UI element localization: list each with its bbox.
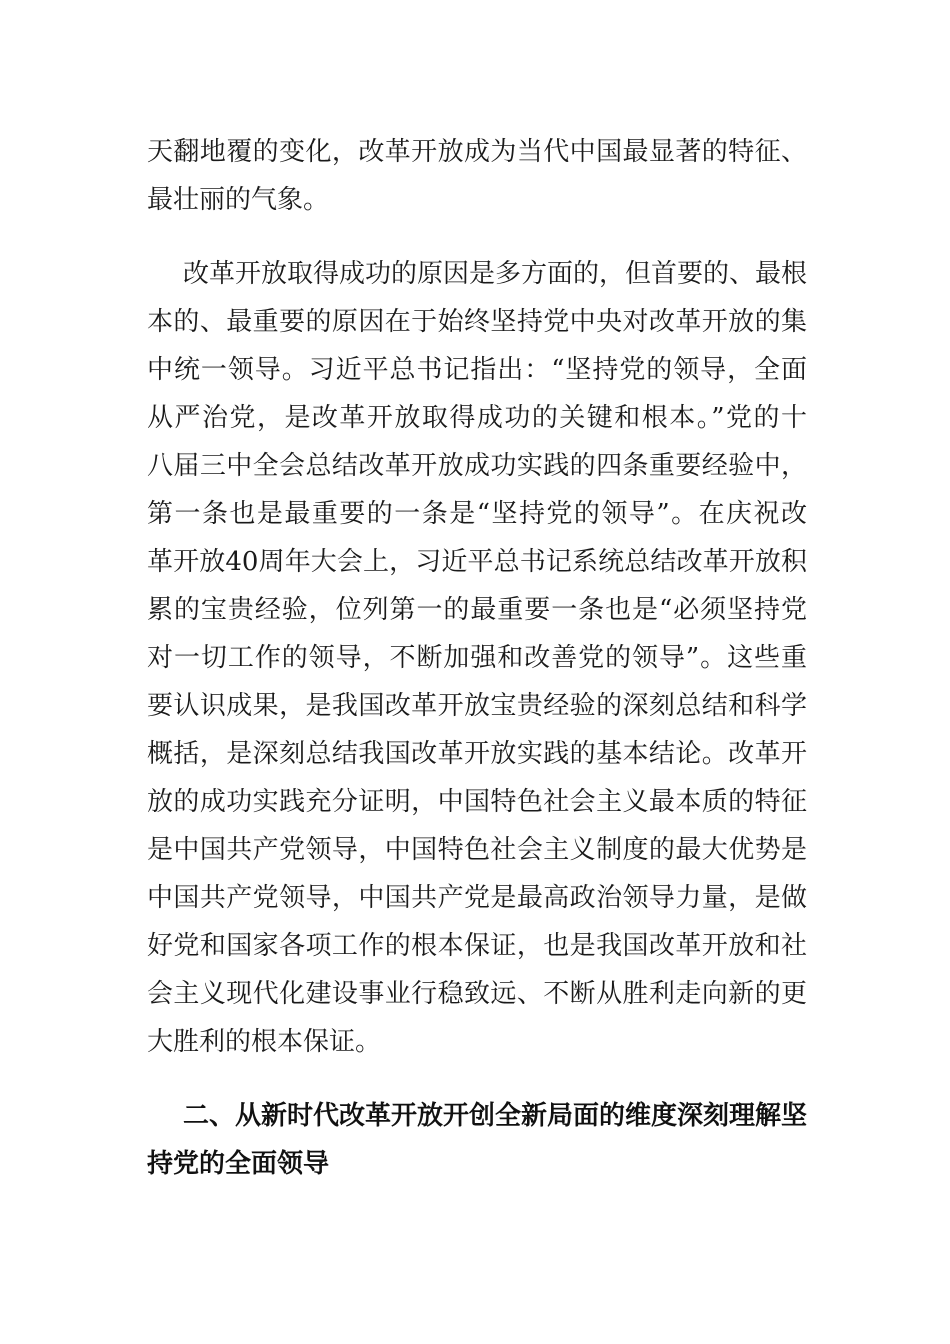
heading-line: 二、从新时代改革开放开创全新局面的维度深刻理解坚: [183, 1101, 808, 1131]
text-line: 放的成功实践充分证明，中国特色社会主义最本质的特征: [147, 787, 807, 817]
text-line: 累的宝贵经验，位列第一的最重要一条也是“必须坚持党: [147, 595, 807, 625]
text-line: 第一条也是最重要的一条是“坚持党的领导”。在庆祝改: [147, 499, 807, 529]
paragraph-leadership: [147, 250, 807, 1066]
text-line: 中统一领导。习近平总书记指出：“坚持党的领导，全面: [147, 355, 807, 385]
text-line: 会主义现代化建设事业行稳致远、不断从胜利走向新的更: [147, 979, 807, 1009]
text-line: 大胜利的根本保证。: [147, 1027, 382, 1057]
text-line: 概括，是深刻总结我国改革开放实践的基本结论。改革开: [147, 739, 807, 769]
paragraph-continuation: [147, 128, 807, 224]
text-line: 革开放40周年大会上，习近平总书记系统总结改革开放积: [147, 547, 807, 577]
section-heading: [147, 1092, 807, 1188]
text-line: 改革开放取得成功的原因是多方面的，但首要的、最根: [183, 259, 808, 289]
text-line: 八届三中全会总结改革开放成功实践的四条重要经验中，: [147, 451, 807, 481]
text-line: 天翻地覆的变化，改革开放成为当代中国最显著的特征、: [147, 137, 807, 167]
text-line: 是中国共产党领导，中国特色社会主义制度的最大优势是: [147, 835, 807, 865]
text-line: 最壮丽的气象。: [147, 185, 330, 215]
document-body: [147, 128, 807, 1188]
text-line: 对一切工作的领导，不断加强和改善党的领导”。这些重: [147, 643, 807, 673]
text-line: 要认识成果，是我国改革开放宝贵经验的深刻总结和科学: [147, 691, 807, 721]
heading-line: 持党的全面领导: [147, 1149, 330, 1179]
text-line: 本的、最重要的原因在于始终坚持党中央对改革开放的集: [147, 307, 807, 337]
text-line: 从严治党，是改革开放取得成功的关键和根本。”党的十: [147, 403, 807, 433]
text-line: 中国共产党领导，中国共产党是最高政治领导力量，是做: [147, 883, 807, 913]
text-line: 好党和国家各项工作的根本保证，也是我国改革开放和社: [147, 931, 807, 961]
